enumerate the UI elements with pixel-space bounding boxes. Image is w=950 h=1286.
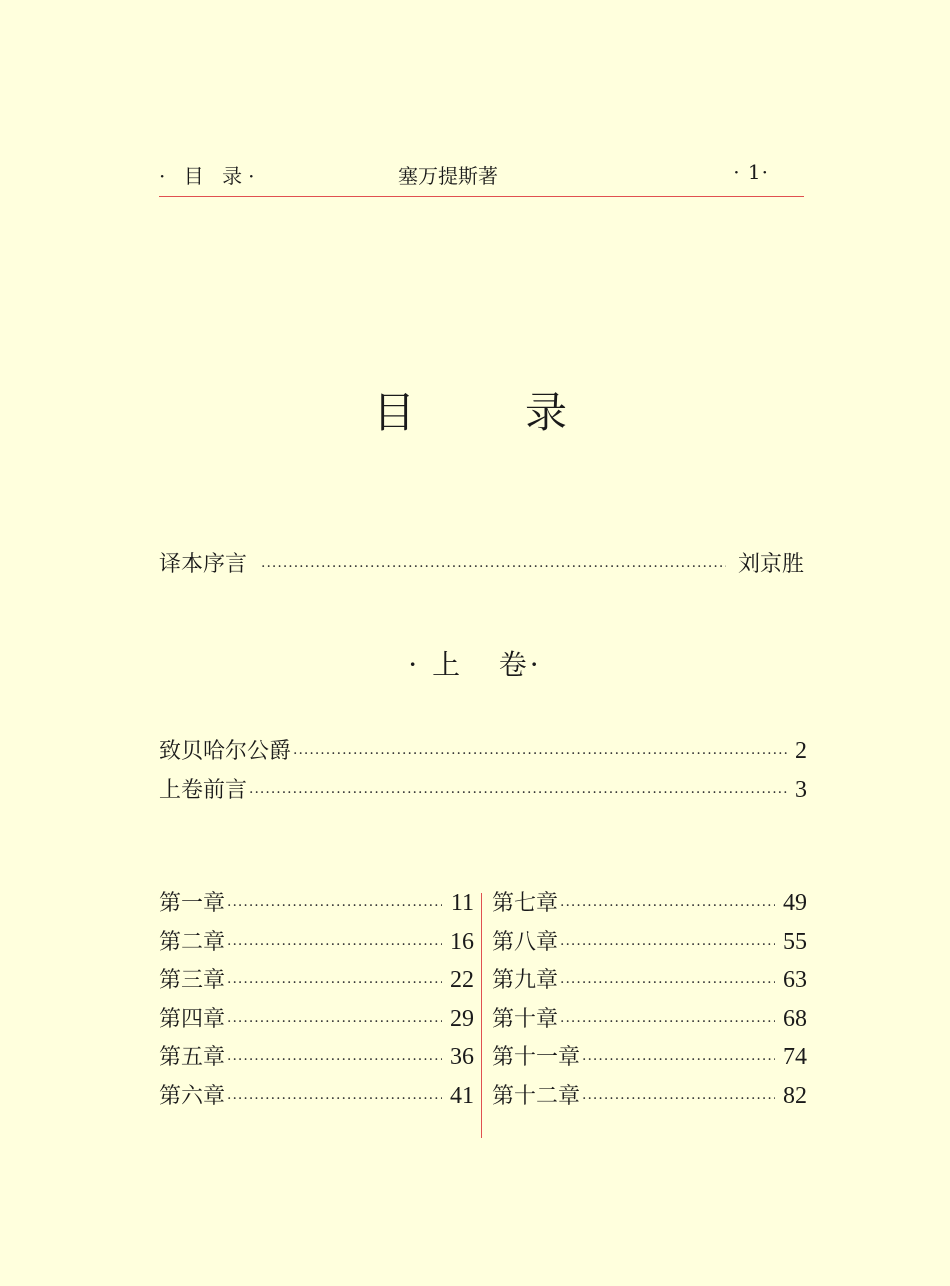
header-rule (159, 196, 804, 197)
dot-leader (227, 1045, 442, 1075)
toc-entry-label: 第八章 (492, 929, 559, 955)
toc-entry-chapter[interactable] (492, 927, 807, 966)
toc-entry-foreword[interactable] (159, 775, 807, 808)
toc-entry-page: 36 (450, 1044, 474, 1070)
toc-entry-chapter[interactable] (159, 927, 474, 966)
toc-entry-label: 第九章 (492, 968, 559, 993)
running-header-page-number: · 1· (733, 160, 769, 184)
toc-entry-label: 第十二章 (492, 1083, 581, 1109)
running-header (159, 160, 804, 190)
toc-entry-page: 63 (783, 967, 807, 993)
toc-entry-chapter[interactable] (159, 888, 474, 927)
dot-leader (560, 930, 775, 960)
chapter-list-left (159, 888, 474, 1119)
running-header-author: 塞万提斯著 (398, 164, 498, 188)
toc-entry-label: 致贝哈尔公爵 (159, 739, 292, 764)
toc-entry-chapter[interactable] (492, 1081, 807, 1120)
dot-leader (582, 1045, 775, 1075)
toc-entry-page: 74 (783, 1044, 807, 1070)
toc-entry-page: 68 (783, 1005, 807, 1032)
dot-leader (227, 1084, 442, 1114)
dot-leader (249, 778, 789, 808)
chapter-list-right (492, 888, 807, 1119)
toc-entry-chapter[interactable] (492, 1004, 807, 1043)
toc-entry-chapter[interactable] (159, 1004, 474, 1043)
dot-leader (261, 552, 726, 582)
dot-leader (227, 891, 442, 921)
dot-leader (560, 891, 775, 921)
toc-entry-preface[interactable] (159, 550, 804, 582)
dot-leader (293, 739, 789, 769)
volume-heading: · 上 卷· (408, 648, 542, 681)
toc-entry-page: 11 (450, 890, 474, 916)
toc-entry-author: 刘京胜 (737, 552, 804, 577)
dot-leader (227, 1007, 442, 1037)
toc-entry-page: 22 (450, 967, 474, 993)
dot-leader (227, 968, 442, 998)
toc-entry-page: 16 (450, 928, 474, 955)
dot-leader (582, 1084, 775, 1114)
dot-leader (560, 968, 775, 998)
toc-entry-label: 第二章 (159, 929, 226, 955)
toc-entry-label: 第七章 (492, 891, 559, 916)
toc-entry-page: 41 (450, 1082, 474, 1109)
toc-entry-label: 上卷前言 (159, 778, 248, 803)
running-header-section: · 目 录· (159, 164, 261, 188)
toc-entry-page: 55 (783, 928, 807, 955)
page-title: 目录 (372, 388, 677, 437)
toc-entry-label: 第三章 (159, 968, 226, 993)
toc-entry-label: 第六章 (159, 1083, 226, 1109)
toc-entry-page: 3 (795, 777, 807, 803)
toc-entry-label: 译本序言 (159, 552, 248, 577)
toc-entry-chapter[interactable] (159, 1081, 474, 1120)
toc-entry-label: 第十一章 (492, 1045, 581, 1070)
toc-entry-page: 29 (450, 1005, 474, 1032)
toc-entry-page: 2 (795, 738, 807, 764)
toc-entry-page: 49 (783, 890, 807, 916)
toc-entry-dedication[interactable] (159, 736, 807, 769)
toc-entry-chapter[interactable] (492, 965, 807, 1004)
toc-entry-chapter[interactable] (159, 965, 474, 1004)
dot-leader (227, 930, 442, 960)
toc-entry-page: 82 (783, 1082, 807, 1109)
toc-entry-chapter[interactable] (492, 888, 807, 927)
toc-entry-label: 第十章 (492, 1006, 559, 1032)
toc-entry-chapter[interactable] (159, 1042, 474, 1081)
toc-entry-label: 第四章 (159, 1006, 226, 1032)
toc-entry-chapter[interactable] (492, 1042, 807, 1081)
column-divider (481, 893, 482, 1138)
toc-entry-label: 第一章 (159, 891, 226, 916)
dot-leader (560, 1007, 775, 1037)
toc-entry-label: 第五章 (159, 1045, 226, 1070)
